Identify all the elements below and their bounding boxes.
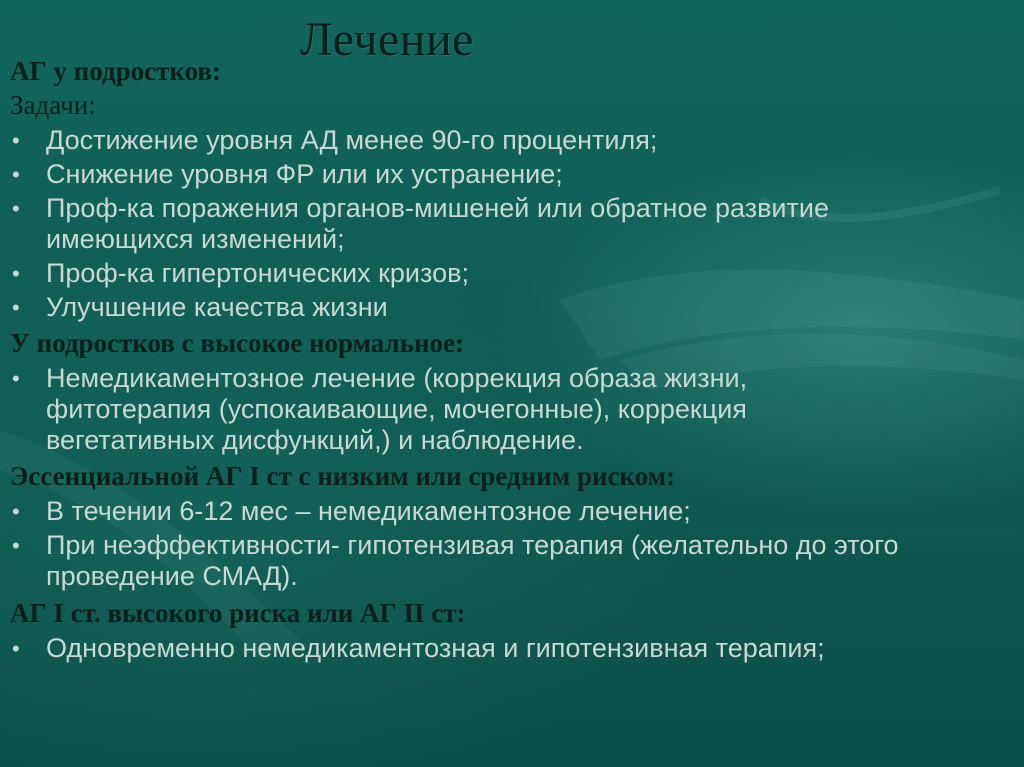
list-item: [10, 258, 1010, 289]
list-item: [10, 496, 1010, 527]
list-item: [10, 530, 986, 592]
bullet-icon: •: [12, 366, 20, 391]
list-item-text: Проф-ка поражения органов-мишеней или обратное развитие имеющихся изменений;: [46, 193, 829, 254]
list-item: [10, 159, 1010, 190]
list-item-text: Достижение уровня АД менее 90-го процентиля;: [46, 125, 658, 155]
bullet-icon: •: [12, 128, 20, 153]
bullet-list: [10, 496, 1010, 592]
list-item-text: Снижение уровня ФР или их устранение;: [46, 159, 563, 189]
bullet-icon: •: [12, 162, 20, 187]
bullet-icon: •: [12, 533, 20, 558]
section-heading: У подростков с высокое нормальное:: [10, 328, 465, 358]
list-item: [10, 292, 1010, 323]
section-heading: Эссенциальной АГ I ст с низким или средним риском:: [10, 461, 676, 491]
bullet-list: [10, 633, 1010, 664]
list-item-text: Немедикаментозное лечение (коррекция образа жизни, фитотерапия (успокаивающие, мочегонные), коррекция вегетативных дисфункций,) и наблюдение.: [46, 363, 748, 455]
list-item-text: Одновременно немедикаментозная и гипотензивная терапия;: [46, 633, 825, 663]
bullet-icon: •: [12, 636, 20, 661]
list-item-text: Улучшение качества жизни: [46, 292, 388, 322]
bullet-list: [10, 125, 1010, 323]
list-item: [10, 125, 1010, 156]
list-item: [10, 193, 846, 255]
section-high-risk: [10, 596, 1010, 664]
bullet-icon: •: [12, 499, 20, 524]
list-item-text: Проф-ка гипертонических кризов;: [46, 258, 469, 288]
bullet-list: [10, 363, 1010, 456]
section-essential-ag-1: [10, 459, 1010, 592]
bullet-icon: •: [12, 196, 20, 221]
section-high-normal: [10, 326, 1010, 456]
section-heading: АГ у подростков:: [10, 56, 221, 86]
list-item-text: При неэффективности- гипотензивая терапия (желательно до этого проведение СМАД).: [46, 530, 899, 591]
bullet-icon: •: [12, 261, 20, 286]
slide-title: Лечение: [300, 13, 474, 66]
slide-content: [10, 52, 1010, 667]
list-item: [10, 633, 1010, 664]
list-item-text: В течении 6-12 мес – немедикаментозное лечение;: [46, 496, 691, 526]
section-heading: АГ I ст. высокого риска или АГ II ст:: [10, 598, 466, 628]
section-subheading: Задачи:: [10, 90, 96, 120]
list-item: [10, 363, 906, 456]
section-adolescents: [10, 54, 1010, 323]
bullet-icon: •: [12, 295, 20, 320]
